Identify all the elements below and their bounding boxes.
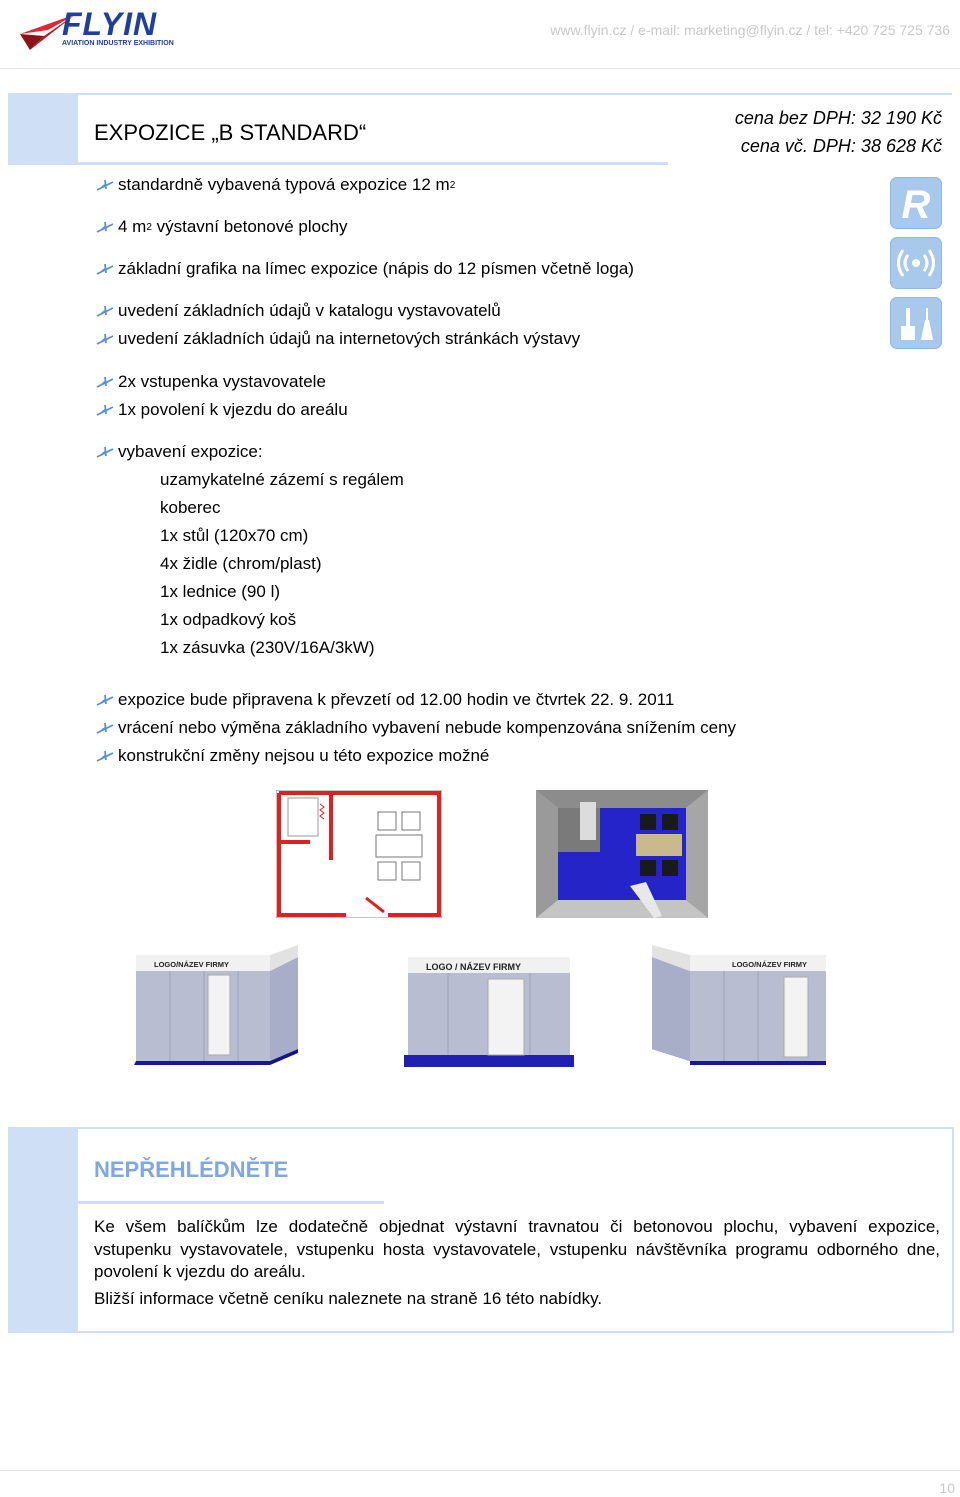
price-without-vat: cena bez DPH: 32 190 Kč [734, 108, 942, 128]
item-text: výstavní betonové plochy [151, 217, 348, 236]
plane-bullet-icon [96, 693, 114, 707]
item-text: uvedení základních údajů na internetových stránkách výstavy [118, 329, 581, 348]
item-text: 2x vstupenka vystavovatele [118, 372, 326, 391]
registered-icon [890, 177, 942, 229]
list-item [96, 175, 455, 195]
plane-bullet-icon [96, 220, 114, 234]
list-item [96, 690, 674, 710]
notice-title: NEPŘEHLÉDNĚTE [94, 1157, 289, 1182]
cleaning-icon [890, 297, 942, 349]
plane-bullet-icon [96, 262, 114, 276]
list-item [96, 259, 634, 279]
equipment-item: 1x stůl (120x70 cm) [160, 526, 309, 545]
plane-bullet-icon [96, 403, 114, 417]
list-item [96, 746, 489, 766]
plane-bullet-icon [96, 304, 114, 318]
list-item [96, 372, 326, 392]
list-item [96, 718, 736, 738]
item-text: základní grafika na límec expozice (nápis do 12 písmen včetně loga) [118, 259, 634, 278]
item-text: standardně vybavená typová expozice 12 m [118, 175, 450, 194]
offer-title: EXPOZICE „B STANDARD“ [94, 120, 367, 145]
item-sup: 2 [449, 179, 456, 191]
notice-title-underline [78, 1201, 384, 1204]
booth-label: LOGO/NÁZEV FIRMY [154, 960, 229, 969]
title-accent-band [8, 93, 78, 165]
booth-render-left [130, 945, 300, 1075]
plane-bullet-icon [96, 332, 114, 346]
notice-text: Ke všem balíčkům lze dodatečně objednat výstavní travnatou či betonovou plochu, vybavení expozice, vstupenku vystavovatele, vstupenku hosta vystavovatele, vstupenku návštěvníka programu odborného dne, povolení k vjezdu do areálu. [94, 1217, 940, 1281]
notice-border-top [78, 1127, 954, 1129]
item-sup: 2 [146, 221, 152, 233]
plane-bullet-icon [96, 178, 114, 192]
price-with-vat: cena vč. DPH: 38 628 Kč [740, 136, 942, 156]
item-text: expozice bude připravena k převzetí od 12.00 hodin ve čtvrtek 22. 9. 2011 [118, 690, 675, 709]
plane-bullet-icon [96, 445, 114, 459]
item-text: 4 m [118, 217, 147, 236]
equipment-item: 4x židle (chrom/plast) [160, 554, 322, 573]
notice-border-bottom [78, 1331, 954, 1333]
header-divider [0, 68, 960, 69]
booth-floor-plan [276, 790, 442, 918]
logo-subtitle: AVIATION INDUSTRY EXHIBITION [62, 40, 174, 47]
contact-line: www.flyin.cz / e-mail: marketing@flyin.cz / tel: +420 725 725 736 [550, 22, 950, 38]
item-text: 1x povolení k vjezdu do areálu [118, 400, 348, 419]
plane-bullet-icon [96, 749, 114, 763]
equipment-item: 1x odpadkový koš [160, 610, 297, 629]
item-text: konstrukční změny nejsou u této expozice možné [118, 746, 490, 765]
equipment-item: 1x zásuvka (230V/16A/3kW) [160, 638, 375, 657]
wireless-icon [890, 237, 942, 289]
booth-label: LOGO/NÁZEV FIRMY [732, 960, 807, 969]
item-text: vrácení nebo výměna základního vybavení nebude kompenzována snížením ceny [118, 718, 737, 737]
list-item [96, 329, 580, 349]
list-item [96, 400, 348, 420]
notice-accent-band [8, 1127, 78, 1333]
booth-render-center [404, 945, 574, 1075]
booth-label: LOGO / NÁZEV FIRMY [426, 962, 522, 972]
booth-top-view-render [536, 790, 708, 918]
title-top-line [78, 93, 952, 95]
booth-render-right [652, 945, 828, 1075]
plane-bullet-icon [96, 375, 114, 389]
equipment-item: uzamykatelné zázemí s regálem [160, 470, 404, 489]
item-text: vybavení expozice: [118, 442, 263, 461]
notice-border-right [952, 1127, 954, 1333]
list-item [96, 301, 501, 321]
list-item [96, 442, 263, 462]
svg-text:R: R [901, 183, 931, 227]
footer-divider [0, 1470, 960, 1471]
notice-more-info: Bližší informace včetně ceníku naleznete na straně 16 této nabídky. [94, 1289, 603, 1308]
page-number: 10 [939, 1480, 955, 1496]
equipment-item: 1x lednice (90 l) [160, 582, 281, 601]
equipment-item: koberec [160, 498, 221, 517]
title-underline [78, 162, 668, 165]
list-item [96, 217, 348, 237]
item-text: uvedení základních údajů v katalogu vystavovatelů [118, 301, 501, 320]
plane-bullet-icon [96, 721, 114, 735]
logo-text: FLYIN [62, 6, 158, 42]
